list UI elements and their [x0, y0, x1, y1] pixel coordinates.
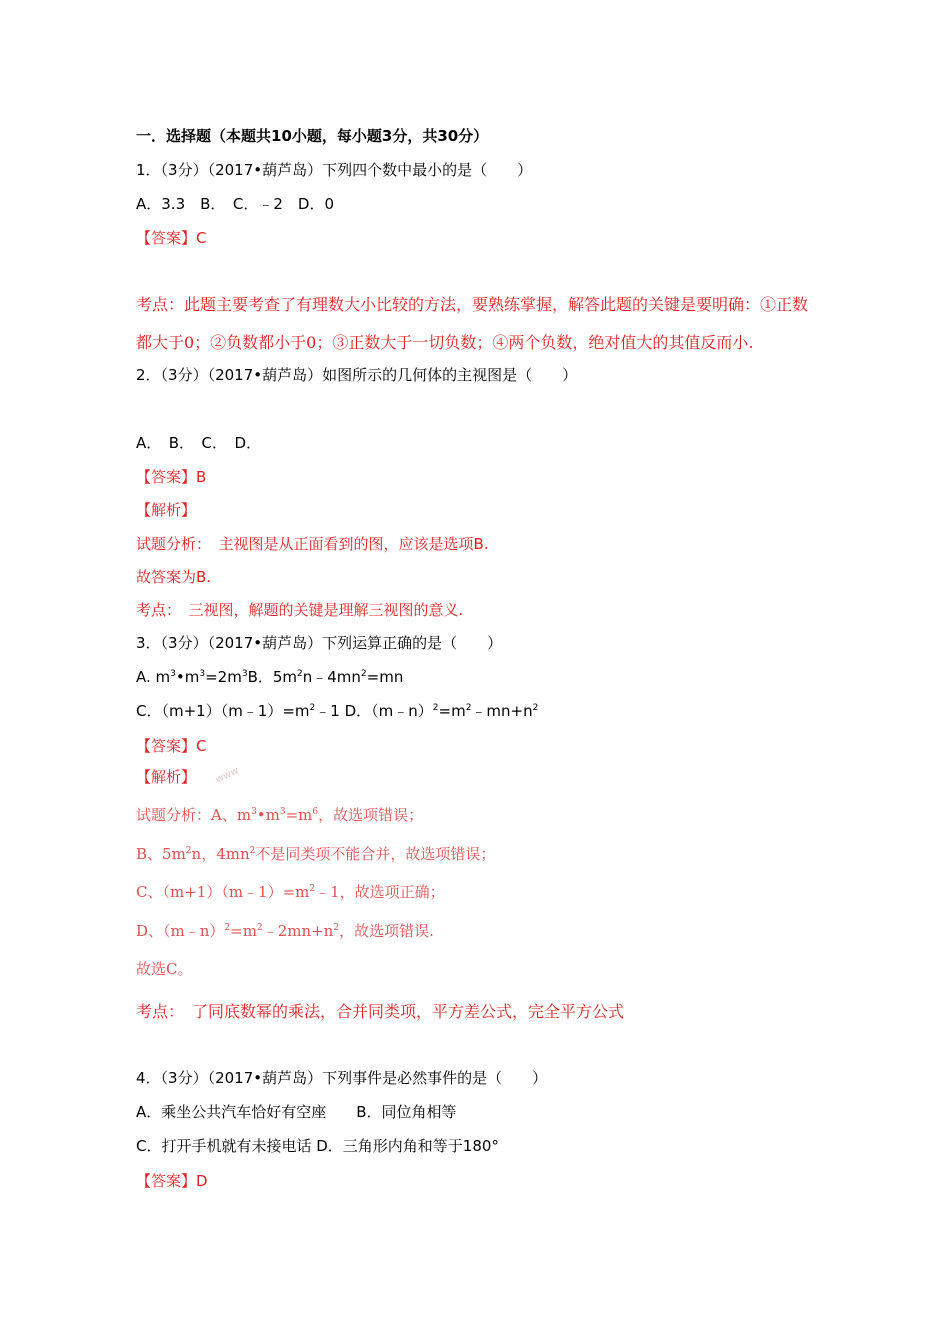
q3-conclusion: 故选C。	[136, 960, 193, 978]
q4-answer: 【答案】D	[136, 1172, 208, 1190]
q1-kaodian-line2: 都大于0；②负数都小于0；③正数大于一切负数；④两个负数，绝对值大的其值反而小.	[136, 333, 754, 352]
q2-kaodian: 考点： 三视图，解题的关键是理解三视图的意义.	[136, 601, 464, 619]
q4-options-ab: A．乘坐公共汽车恰好有空座 B．同位角相等	[136, 1103, 457, 1121]
q3-stem: 3．（3分）（2017•葫芦岛）下列运算正确的是（ ）	[136, 634, 503, 652]
q1-stem: 1．（3分）（2017•葫芦岛）下列四个数中最小的是（ ）	[136, 161, 533, 179]
q1-options: A．3.3 B． C．﹣2 D．0	[136, 195, 335, 213]
q2-stem: 2．（3分）（2017•葫芦岛）如图所示的几何体的主视图是（ ）	[136, 366, 578, 384]
q3-analysis-line4: D、$(m﹣n)^2=m^2﹣2mn+n^2$，故选项错误.	[136, 922, 434, 940]
q3-kaodian: 考点： 了同底数幂的乘法，合并同类项，平方差公式，完全平方公式	[136, 1002, 625, 1021]
q4-options-cd: C．打开手机就有未接电话 D．三角形内角和等于180°	[136, 1137, 499, 1155]
q2-conclusion: 故答案为B.	[136, 568, 212, 586]
q3-options-cd: C．$(m+1)(m﹣1)=m^2﹣1$ D．$(m﹣n)^2=m^2﹣mn+n^2$	[136, 702, 539, 720]
q2-options: A． B． C． D．	[136, 434, 262, 452]
q3-options-ab: A. $m^3•m^3=2m^3B$．$5m^2n﹣4mn^2=mn$	[136, 668, 404, 686]
q3-answer: 【答案】C	[136, 737, 207, 755]
section-header: 一．选择题（本题共10小题，每小题3分，共30分）	[136, 127, 489, 145]
q3-analysis-line1: 试题分析：A、$m^3•m^3=m^6$，故选项错误；	[136, 806, 424, 824]
q3-analysis-line2: B、$5m^2n$，$4mn^2$不是同类项不能合并，故选项错误；	[136, 845, 496, 863]
q2-jiexi: 【解析】	[136, 501, 197, 519]
q3-jiexi: 【解析】	[136, 768, 197, 786]
q1-answer: 【答案】C	[136, 229, 207, 247]
q2-answer: 【答案】B	[136, 468, 207, 486]
q4-stem: 4．（3分）（2017•葫芦岛）下列事件是必然事件的是（ ）	[136, 1069, 548, 1087]
q2-analysis: 试题分析： 主视图是从正面看到的图，应该是选项B.	[136, 535, 489, 553]
q3-analysis-line3: C、$(m+1)(m﹣1)=m^2﹣1$，故选项正确；	[136, 883, 445, 901]
watermark: www	[213, 765, 241, 786]
q1-kaodian-line1: 考点：此题主要考查了有理数大小比较的方法，要熟练掌握，解答此题的关键是要明确：①正数	[136, 295, 809, 314]
